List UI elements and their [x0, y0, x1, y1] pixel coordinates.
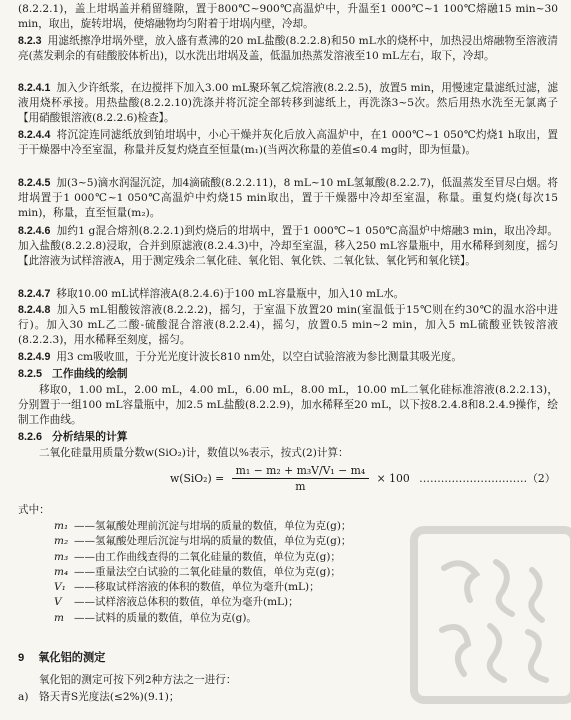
formula-lhs: w(SiO₂) =: [170, 472, 225, 485]
formula-tail: × 100: [376, 472, 410, 485]
heading-8-2-5: [18, 367, 558, 382]
para-number: 8.2.4.6: [18, 225, 51, 237]
heading-number: 8.2.6: [18, 431, 43, 443]
para-8-2-4-6: [18, 224, 558, 270]
heading-number: 9: [18, 652, 25, 664]
definition-item: V₁ ——移取试样溶液的体积的数值，单位为毫升(mL)；: [54, 581, 320, 594]
para-text: 用滤纸擦净坩埚外壁，放入盛有煮沸的20 mL盐酸(8.2.2.8)和50 mL水的烧杯中，加热浸出熔融物至溶液清亮(蒸发剩余的有硅酸胶体析出)，以水洗出坩埚及盖，低温加热蒸发溶液至10 mL左右，取下，冷却。: [18, 35, 558, 63]
para-number: 8.2.4.1: [18, 82, 51, 94]
section-9-intro: 氧化铝的测定可按下列2种方法之一进行：: [39, 674, 237, 686]
para-8-2-4-4: [18, 128, 558, 158]
para-number: 8.2.4.4: [18, 129, 51, 141]
para-text: 将沉淀连同滤纸放到铂坩埚中，小心干燥并灰化后放入高温炉中，在1 000℃~1 050℃灼烧1 h取出，置于干燥器中冷至室温，称量并反复灼烧直至恒量(m₁)(当两次称量的差值≤0.4 mg时，即为恒量)。: [18, 129, 558, 157]
para-text: 加约1 g混合熔剂(8.2.2.1)到灼烧后的坩埚中，置于1 000℃~1 050℃高温炉中熔融3 min，取出冷却。加入盐酸(8.2.2.8)浸取，合并到原滤液(8.2.4.3)中，冷却至室温，移入250 mL容量瓶中，用水稀释到刻度，摇匀【此溶液为试样溶液A，用于测定残余二氧化硅、氧化铝、氧化铁、二氧化钛、氧化钙和氧化镁】。: [18, 225, 558, 268]
para-text: 用3 cm吸收皿，于分光光度计波长810 nm处，以空白试验溶液为参比测量其吸光度。: [56, 351, 462, 363]
heading-title: 分析结果的计算: [52, 431, 128, 443]
top-paragraph: (8.2.2.1)，盖上坩埚盖并稍留缝隙，置于800℃~900℃高温炉中，升温至1 000℃~1 100℃熔融15 min~30 min，取出，旋转坩埚，使熔融物均匀附着于坩埚内壁，冷却。: [18, 3, 558, 31]
para-8-2-4-9: [18, 350, 558, 365]
para-number: 8.2.3: [18, 35, 42, 47]
where-label: 式中：: [18, 504, 50, 516]
heading-number: 8.2.5: [18, 368, 43, 380]
formula-fraction: [232, 464, 370, 494]
para-8-2-4-5: [18, 176, 558, 222]
para-8-2-5-text: 移取0，1.00 mL，2.00 mL，4.00 mL，6.00 mL，8.00 mL，10.00 mL二氧化硅标准溶液(8.2.2.13)，分别置于一组100 mL容量瓶中，加2.5 mL盐酸(8.2.2.9)，加水稀释至20 mL，以下按8.2.4.8和8.2.4.9操作，绘制工作曲线。: [18, 384, 558, 427]
definition-item: m₁ ——氢氟酸处理前沉淀与坩埚的质量的数值，单位为克(g)；: [54, 520, 352, 532]
para-8-2-3: [18, 34, 558, 64]
section-9-item-a: a) 铬天青S光度法(≤2%)(9.1)；: [18, 691, 180, 703]
para-text: 加入少许纸浆，在边搅拌下加入3.00 mL聚环氧乙烷溶液(8.2.2.5)，放置5 min，用慢速定量滤纸过滤，滤液用烧杯承接。用热盐酸(8.2.2.10)洗涤并将沉淀全部转移到滤纸上，再洗涤3~5次。然后用热水洗至无氯离子【用硝酸银溶液(8.2.2.6)检查】。: [18, 82, 558, 125]
para-8-2-4-8: [18, 303, 558, 349]
watermark-seal: [404, 520, 571, 710]
definition-item: m₄ ——重量法空白试验的二氧化硅量的数值，单位为克(g)；: [54, 565, 341, 578]
para-number: 8.2.4.7: [18, 288, 51, 300]
definition-item: m₂ ——氢氟酸处理后沉淀与坩埚的质量的数值，单位为克(g)；: [54, 535, 352, 548]
para-8-2-4-7: [18, 287, 558, 302]
para-number: 8.2.4.8: [18, 304, 51, 316]
para-text: 加(3~5)滴水润湿沉淀，加4滴硫酸(8.2.2.11)，8 mL~10 mL氢氟酸(8.2.2.7)，低温蒸发至冒尽白烟。将坩埚置于1 000℃~1 050℃高温炉中灼烧15 min取出，置于干燥器中冷却至室温，称量。重复灼烧(每次15 min)，称量，直至恒量(m₂)。: [18, 177, 558, 220]
para-text: 加入5 mL钼酸铵溶液(8.2.2.2)，摇匀，于室温下放置20 min(室温低于15℃则在约30℃的温水浴中进行)。加入30 mL乙二酸-硫酸混合溶液(8.2.2.4)，摇匀，放置0.5 min~2 min，加入5 mL硫酸亚铁铵溶液(8.2.2.3)，用水稀释至刻度，摇匀。: [18, 304, 558, 347]
para-number: 8.2.4.5: [18, 177, 51, 189]
heading-title: 氧化铝的测定: [38, 652, 106, 664]
heading-8-2-6: [18, 430, 558, 445]
equation-number: …………………………（2）: [419, 472, 556, 485]
formula-denominator: m: [295, 480, 306, 493]
para-number: 8.2.4.9: [18, 351, 51, 363]
para-8-2-6-intro: 二氧化硅量用质量分数w(SiO₂)计，数值以%表示，按式(2)计算：: [39, 447, 349, 459]
heading-title: 工作曲线的绘制: [52, 368, 128, 380]
para-8-2-4-1: [18, 81, 558, 127]
formula-numerator: m₁ − m₂ + m₃V/V₁ − m₄: [232, 464, 370, 479]
definition-item: m ——试料的质量的数值，单位为克(g)。: [54, 611, 257, 624]
para-text: 移取10.00 mL试样溶液A(8.2.4.6)于100 mL容量瓶中，加入10 mL水。: [56, 288, 405, 300]
definition-item: V ——试样溶液总体积的数值，单位为毫升(mL)；: [54, 596, 299, 609]
formula-2: [170, 464, 560, 494]
definition-item: m₃ ——由工作曲线查得的二氧化硅量的数值，单位为克(g)；: [54, 550, 341, 563]
